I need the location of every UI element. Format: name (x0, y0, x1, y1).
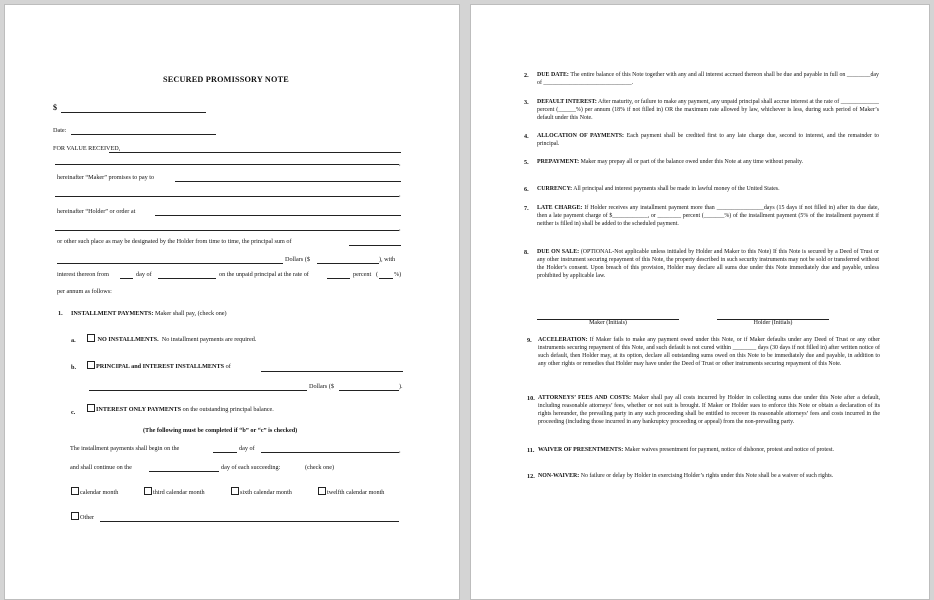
section-paragraph (537, 159, 879, 167)
amount-field[interactable] (61, 112, 206, 113)
section-text: The entire balance of this Note together with any and all interest accrued thereon shall be due and payable in full on ________day of ______________________________. (537, 72, 879, 86)
per-annum-text: per annum as follows: (57, 288, 112, 295)
dollars-paren-text: Dollars ($ (285, 256, 310, 263)
section-text: After maturity, or failure to make any payment, any unpaid principal shall accrue interest at the rate of _____________ percent (______%) per annum (18% if not filled in) OR the maximum rate allowed by law, whichever is less, during such period of Maker’s default under this Note. (537, 99, 879, 121)
payee-field[interactable] (175, 181, 401, 182)
section-number: 6. (524, 186, 529, 193)
section-text: Maker waives presentment for payment, notice of dishonor, protest and notice of protest. (623, 447, 835, 453)
designated-text: or other such place as may be designated by the Holder from time to time, the principal sum of (57, 238, 292, 245)
installment-amount-words-field[interactable] (261, 371, 403, 372)
section-heading: WAIVER OF PRESENTMENTS: (538, 447, 624, 453)
installment-amount-field[interactable] (339, 390, 399, 391)
document-page-1: SECURED PROMISSORY NOTE $ Date: FOR VALUE RECEIVED, , hereinafter “Maker” promises to pay to , hereinafter “Holder” or order at , or other such place as may be designated by the Holder from time to time, the principal sum of Dollars ($ ), with interest thereon from day of on the unpaid principal at the rate of percent ( %) per annum as follows: 1. INSTALLMENT PAYMENTS: Maker shall pay, (check one) a. NO INSTALLMENTS. No installment payments are required. b. PRINCIPAL and INTEREST INSTALLMENTS of Dollars ($ ). c. INTEREST ONLY PAYMENTS on the outstanding principal balance. (The following must be completed if “b” or “c” is checked) The installment payments shall begin on the day of , and shall continue on the day of each succeeding: (check one) calendar month third calendar month sixth calendar month twelfth calendar month Other (4, 4, 460, 600)
other-checkbox[interactable] (71, 512, 79, 520)
holder-initials-line[interactable]: Holder (Initials) (717, 319, 829, 326)
section-heading: DEFAULT INTEREST: (537, 99, 597, 105)
maker-name-field-2[interactable] (55, 164, 399, 165)
section-number: 12. (527, 473, 535, 480)
twelfth-calendar-month-checkbox[interactable] (318, 487, 326, 495)
interest-day-field[interactable] (120, 278, 133, 279)
option-principal-interest: PRINCIPAL and INTEREST INSTALLMENTS of (87, 361, 231, 371)
option-twelfth-calendar-month: twelfth calendar month (318, 487, 384, 497)
section-heading: NON-WAIVER: (538, 473, 580, 479)
section-number: 10. (527, 395, 535, 402)
principal-words-field[interactable] (57, 263, 283, 264)
calendar-month-checkbox[interactable] (71, 487, 79, 495)
section-text: If Holder receives any installment payment more than ________________days (15 days if not filled in) after its due date, then a late payment charge of $____________, or ________ percent (_______%) of the installment payment (5% of the installment payment if neither is filled in) shall be added to the scheduled payment. (537, 205, 879, 227)
section-text: Maker may prepay all or part of the balance owed under this Note at any time without penalty. (579, 159, 803, 165)
option-no-installments: NO INSTALLMENTS. No installment payments are required. (87, 334, 256, 344)
completed-note: (The following must be completed if “b” or “c” is checked) (143, 427, 298, 434)
section-heading: PREPAYMENT: (537, 159, 580, 165)
section-paragraph (538, 337, 880, 369)
holder-address-field-2[interactable] (55, 230, 399, 231)
section-number: 2. (524, 72, 529, 79)
for-value-received: FOR VALUE RECEIVED, (53, 145, 121, 152)
section-heading: CURRENCY: (537, 186, 573, 192)
payee-field-2[interactable] (55, 196, 399, 197)
section-heading: DUE DATE: (537, 72, 569, 78)
section-number: 3. (524, 99, 529, 106)
section-paragraph (538, 473, 880, 481)
principal-sum-field[interactable] (349, 245, 401, 246)
other-field[interactable] (100, 521, 399, 522)
begin-month-field[interactable] (261, 452, 399, 453)
section-paragraph (537, 99, 879, 123)
installment-payments-heading: INSTALLMENT PAYMENTS: Maker shall pay, (check one) (71, 310, 227, 317)
section-heading: ALLOCATION OF PAYMENTS: (537, 133, 625, 139)
section-text: (OPTIONAL-Not applicable unless initialed by Holder and Maker to this Note) If this Note is secured by a Deed of Trust or any other instrument securing repayment of this Note, the property described in such security instruments may not be sold or transferred without the Holder’s consent. Upon breach of this provision, Holder may declare all sums due under this Note immediately due and payable, unless prohibited by applicable law. (537, 249, 879, 279)
section-text: Each payment shall be credited first to any late charge due, second to interest, and the remainder to principal. (537, 133, 879, 147)
principal-number-field[interactable] (317, 263, 379, 264)
option-calendar-month: calendar month (71, 487, 118, 497)
section-text: Maker shall pay all costs incurred by Holder in collecting sums due under this Note after a default, including reasonable attorneys’ fees, whether or not suit is brought. If Maker or Holder sues to enforce this Note or obtain a declaration of its rights hereunder, the prevailing party in any such proceeding shall be entitled to recover its reasonable attorneys’ fees and costs incurred in the proceeding (including those incurred in any bankruptcy proceeding or appeal) from the non-prevailing party. (538, 395, 880, 425)
option-sixth-calendar-month: sixth calendar month (231, 487, 292, 497)
section-paragraph (537, 186, 879, 194)
installment-amount-words-field-2[interactable] (89, 390, 307, 391)
document-title: SECURED PROMISSORY NOTE (163, 75, 289, 84)
continue-day-field[interactable] (149, 471, 219, 472)
section-paragraph (537, 72, 879, 88)
section-paragraph (537, 249, 879, 281)
holder-address-field[interactable] (155, 215, 401, 216)
date-field[interactable] (71, 134, 216, 135)
section-number: 7. (524, 205, 529, 212)
option-interest-only: INTEREST ONLY PAYMENTS on the outstanding principal balance. (87, 404, 274, 414)
section-heading: ACCELERATION: (538, 337, 588, 343)
section-number: 11. (527, 447, 535, 454)
interest-rate-words-field[interactable] (327, 278, 350, 279)
maker-name-field[interactable] (109, 152, 401, 153)
document-page-2 (470, 4, 930, 600)
section-text: All principal and interest payments shall be made in lawful money of the United States. (572, 186, 780, 192)
hereinafter-maker-text: hereinafter “Maker” promises to pay to (57, 174, 155, 181)
interest-only-checkbox[interactable] (87, 404, 95, 412)
section-number: 4. (524, 133, 529, 140)
section-paragraph (537, 133, 879, 149)
section-number: 8. (524, 249, 529, 256)
sixth-calendar-month-checkbox[interactable] (231, 487, 239, 495)
section-number: 9. (527, 337, 532, 344)
interest-month-field[interactable] (158, 278, 216, 279)
section-heading: ATTORNEYS’ FEES AND COSTS: (538, 395, 631, 401)
section-paragraph (538, 395, 880, 427)
dollar-sign: $ (53, 103, 57, 112)
principal-interest-checkbox[interactable] (87, 361, 95, 369)
option-third-calendar-month: third calendar month (144, 487, 205, 497)
section-paragraph (538, 447, 880, 455)
section-number: 5. (524, 159, 529, 166)
interest-rate-field[interactable] (379, 278, 393, 279)
section-text: If Maker fails to make any payment owed under this Note, or if Maker defaults under any Deed of Trust or any other instruments securing repayment of this Note, and such default is not cured within ________ days (30 days if not filled in) after written notice of such default, then Holder may, at its option, declare all outstanding sums owed on this Note to be immediately due and payable, in addition to any other rights or remedies that Holder may have under the Deed of Trust or other instruments securing repayment of this Note. (538, 337, 880, 367)
no-installments-checkbox[interactable] (87, 334, 95, 342)
third-calendar-month-checkbox[interactable] (144, 487, 152, 495)
section-text: No failure or delay by Holder in exercising Holder’s rights under this Note shall be a waiver of such rights. (579, 473, 834, 479)
section-heading: DUE ON SALE: (537, 249, 580, 255)
section-heading: LATE CHARGE: (537, 205, 583, 211)
maker-initials-line[interactable]: Maker (Initials) (537, 319, 679, 326)
section-paragraph (537, 205, 879, 229)
begin-day-field[interactable] (213, 452, 237, 453)
date-label: Date: (53, 127, 67, 134)
hereinafter-holder-text: hereinafter “Holder” or order at (57, 208, 136, 215)
option-other: Other (71, 512, 94, 522)
